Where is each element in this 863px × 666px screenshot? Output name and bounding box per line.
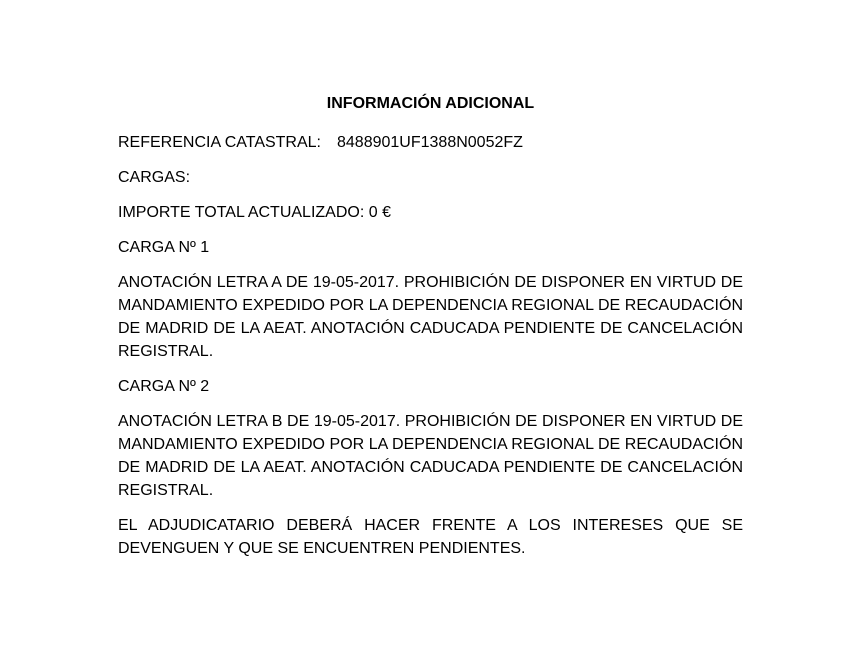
carga-1-text: ANOTACIÓN LETRA A DE 19-05-2017. PROHIBICIÓN DE DISPONER EN VIRTUD DE MANDAMIENTO EXPEDIDO POR LA DEPENDENCIA REGIONAL DE RECAUDACIÓN DE MADRID DE LA AEAT. ANOTACIÓN CADUCADA PENDIENTE DE CANCELACIÓN REGISTRAL. [118, 274, 743, 360]
document-content [118, 92, 743, 572]
carga-2-heading: CARGA Nº 2 [118, 378, 210, 395]
cadastral-reference-line [118, 131, 743, 154]
page-title: INFORMACIÓN ADICIONAL [326, 95, 535, 112]
closing-paragraph: EL ADJUDICATARIO DEBERÁ HACER FRENTE A LOS INTERESES QUE SE DEVENGUEN Y QUE SE ENCUENTREN PENDIENTES. [118, 517, 743, 557]
cargas-label: CARGAS: [118, 169, 191, 186]
cadastral-reference-label: REFERENCIA CATASTRAL: [118, 134, 321, 151]
importe-total-line: IMPORTE TOTAL ACTUALIZADO: 0 € [118, 204, 391, 221]
carga-1-heading: CARGA Nº 1 [118, 239, 210, 256]
carga-2-text: ANOTACIÓN LETRA B DE 19-05-2017. PROHIBICIÓN DE DISPONER EN VIRTUD DE MANDAMIENTO EXPEDIDO POR LA DEPENDENCIA REGIONAL DE RECAUDACIÓN DE MADRID DE LA AEAT. ANOTACIÓN CADUCADA PENDIENTE DE CANCELACIÓN REGISTRAL. [118, 413, 743, 499]
cadastral-reference-value: 8488901UF1388N0052FZ [337, 134, 523, 151]
